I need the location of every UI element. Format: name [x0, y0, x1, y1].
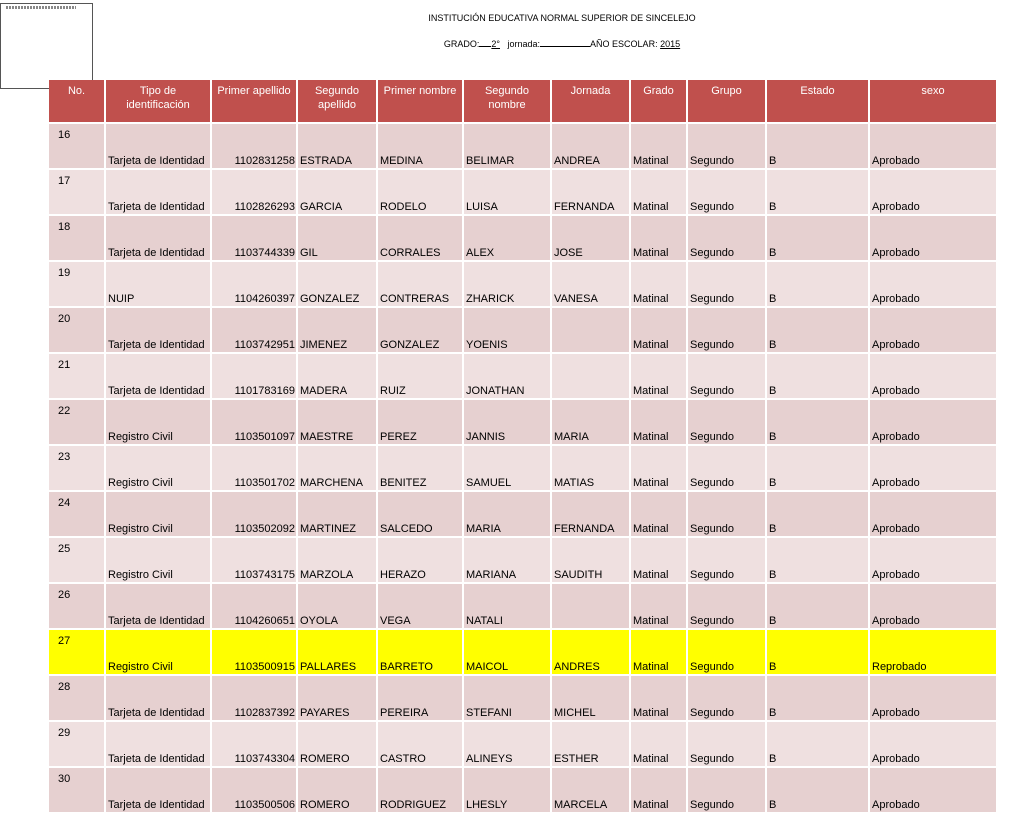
col-header-jornada: Jornada [552, 80, 629, 122]
cell-tipo-identificacion [106, 354, 210, 398]
cell-primer-nombre: BELIMAR [464, 124, 550, 168]
tipo-text: Tarjeta de Identidad [108, 247, 205, 259]
cell-tipo-identificacion [106, 722, 210, 766]
anio-label: AÑO ESCOLAR: [590, 39, 658, 49]
cell-tipo-identificacion [106, 216, 210, 260]
cell-primer-nombre: ALINEYS [464, 722, 550, 766]
cell-grado: Segundo [688, 630, 765, 674]
cell-primer-apellido: GARCIA [298, 170, 376, 214]
cell-primer-apellido: ROMERO [298, 722, 376, 766]
table-row [49, 768, 996, 812]
cell-grado: Segundo [688, 768, 765, 812]
cell-primer-apellido: ROMERO [298, 768, 376, 812]
cell-grupo: B [767, 216, 868, 260]
cell-jornada: Matinal [631, 768, 686, 812]
cell-primer-apellido [212, 170, 296, 214]
cell-no: 27 [49, 630, 104, 674]
cell-primer-apellido [212, 492, 296, 536]
cell-primer-apellido: OYOLA [298, 584, 376, 628]
cell-grupo: B [767, 584, 868, 628]
table-row [49, 630, 996, 674]
cell-estado: Aprobado [870, 492, 996, 536]
cell-primer-apellido [212, 584, 296, 628]
cell-primer-apellido: MARZOLA [298, 538, 376, 582]
cell-segundo-apellido: RODRIGUEZ [378, 768, 462, 812]
cell-grado: Segundo [688, 538, 765, 582]
cell-tipo-identificacion [106, 584, 210, 628]
cell-estado: Aprobado [870, 722, 996, 766]
id-number: 1104260397 [234, 293, 295, 305]
id-number: 1103500506 [234, 799, 295, 811]
table-row [49, 446, 996, 490]
cell-estado: Aprobado [870, 308, 996, 352]
cell-tipo-identificacion [106, 676, 210, 720]
col-header-sexo: sexo [870, 80, 996, 122]
cell-no: 29 [49, 722, 104, 766]
cell-primer-apellido: MARCHENA [298, 446, 376, 490]
cell-grupo: B [767, 722, 868, 766]
anio-value: 2015 [660, 39, 681, 49]
cell-primer-nombre: SAMUEL [464, 446, 550, 490]
cell-estado: Aprobado [870, 262, 996, 306]
id-number: 1103744339 [234, 247, 295, 259]
table-row [49, 676, 996, 720]
cell-jornada: Matinal [631, 630, 686, 674]
cell-jornada: Matinal [631, 262, 686, 306]
cell-tipo-identificacion [106, 308, 210, 352]
cell-jornada: Matinal [631, 538, 686, 582]
cell-segundo-nombre: VANESA [552, 262, 629, 306]
cell-no: 30 [49, 768, 104, 812]
cell-segundo-apellido: SALCEDO [378, 492, 462, 536]
cell-primer-nombre: LUISA [464, 170, 550, 214]
cell-grupo: B [767, 170, 868, 214]
cell-primer-apellido [212, 400, 296, 444]
cell-jornada: Matinal [631, 584, 686, 628]
id-number: 1103742951 [234, 339, 295, 351]
cell-grado: Segundo [688, 216, 765, 260]
cell-grado: Segundo [688, 400, 765, 444]
table-row [49, 262, 996, 306]
cell-grado: Segundo [688, 446, 765, 490]
col-header-no: No. [49, 80, 104, 122]
col-header-estado: Estado [767, 80, 868, 122]
col-header-tipo: Tipo de identificación [106, 80, 210, 122]
cell-segundo-nombre [552, 354, 629, 398]
cell-jornada: Matinal [631, 446, 686, 490]
institution-title: INSTITUCIÓN EDUCATIVA NORMAL SUPERIOR DE SINCELEJO [428, 13, 696, 23]
table-row [49, 492, 996, 536]
jornada-label: jornada: [507, 39, 541, 49]
cell-primer-apellido [212, 262, 296, 306]
cell-primer-apellido: PAYARES [298, 676, 376, 720]
cell-primer-apellido: MAESTRE [298, 400, 376, 444]
cell-grupo: B [767, 354, 868, 398]
tipo-text: Tarjeta de Identidad [108, 615, 205, 627]
cell-no: 17 [49, 170, 104, 214]
cell-primer-apellido: PALLARES [298, 630, 376, 674]
cell-tipo-identificacion [106, 400, 210, 444]
id-number: 1104260651 [234, 615, 295, 627]
cell-primer-apellido: GIL [298, 216, 376, 260]
cell-segundo-apellido: HERAZO [378, 538, 462, 582]
cell-jornada: Matinal [631, 354, 686, 398]
document-subtitle [0, 38, 1024, 49]
id-number: 1102831258 [234, 155, 295, 167]
cell-grupo: B [767, 538, 868, 582]
cell-no: 19 [49, 262, 104, 306]
tipo-text: Tarjeta de Identidad [108, 339, 205, 351]
cell-no: 28 [49, 676, 104, 720]
table-row [49, 124, 996, 168]
cell-no: 20 [49, 308, 104, 352]
cell-segundo-nombre: SAUDITH [552, 538, 629, 582]
cell-segundo-apellido: BENITEZ [378, 446, 462, 490]
cell-tipo-identificacion [106, 446, 210, 490]
id-number: 1103501097 [234, 431, 295, 443]
cell-primer-apellido [212, 538, 296, 582]
cell-primer-nombre: MARIA [464, 492, 550, 536]
cell-no: 24 [49, 492, 104, 536]
cell-estado: Aprobado [870, 584, 996, 628]
cell-grupo: B [767, 400, 868, 444]
cell-primer-apellido: JIMENEZ [298, 308, 376, 352]
table-row [49, 170, 996, 214]
id-number: 1101783169 [234, 385, 295, 397]
cell-jornada: Matinal [631, 492, 686, 536]
cell-segundo-nombre [552, 308, 629, 352]
cell-tipo-identificacion [106, 262, 210, 306]
cell-estado: Aprobado [870, 400, 996, 444]
tipo-text: Registro Civil [108, 431, 173, 443]
cell-grupo: B [767, 676, 868, 720]
cell-segundo-nombre: MATIAS [552, 446, 629, 490]
cell-primer-apellido [212, 354, 296, 398]
cell-jornada: Matinal [631, 124, 686, 168]
cell-tipo-identificacion [106, 768, 210, 812]
cell-primer-apellido: MADERA [298, 354, 376, 398]
cell-segundo-apellido: BARRETO [378, 630, 462, 674]
cell-estado: Aprobado [870, 676, 996, 720]
cell-segundo-apellido: PEREZ [378, 400, 462, 444]
cell-segundo-nombre: MARIA [552, 400, 629, 444]
cell-grado: Segundo [688, 308, 765, 352]
tipo-text: Tarjeta de Identidad [108, 753, 205, 765]
cell-no: 16 [49, 124, 104, 168]
cell-primer-nombre: JONATHAN [464, 354, 550, 398]
cell-estado: Aprobado [870, 538, 996, 582]
col-header-primer-nombre: Primer nombre [378, 80, 462, 122]
id-number: 1103502092 [234, 523, 295, 535]
table-row [49, 354, 996, 398]
table-row [49, 584, 996, 628]
cell-primer-apellido: GONZALEZ [298, 262, 376, 306]
logo-caption-mark [6, 6, 76, 9]
cell-primer-apellido: ESTRADA [298, 124, 376, 168]
students-table [47, 78, 998, 814]
cell-grado: Segundo [688, 676, 765, 720]
cell-jornada: Matinal [631, 170, 686, 214]
cell-grado: Segundo [688, 124, 765, 168]
cell-estado: Aprobado [870, 124, 996, 168]
cell-segundo-nombre: ANDRES [552, 630, 629, 674]
cell-jornada: Matinal [631, 676, 686, 720]
tipo-text: Registro Civil [108, 477, 173, 489]
cell-primer-nombre: ALEX [464, 216, 550, 260]
cell-grado: Segundo [688, 722, 765, 766]
id-number: 1103743304 [234, 753, 295, 765]
id-number: 1103743175 [234, 569, 295, 581]
jornada-blank [540, 38, 590, 47]
cell-primer-apellido [212, 768, 296, 812]
cell-segundo-nombre: FERNANDA [552, 170, 629, 214]
cell-primer-nombre: JANNIS [464, 400, 550, 444]
cell-grupo: B [767, 308, 868, 352]
cell-grupo: B [767, 768, 868, 812]
cell-grupo: B [767, 446, 868, 490]
cell-primer-apellido: MARTINEZ [298, 492, 376, 536]
cell-primer-nombre: YOENIS [464, 308, 550, 352]
cell-grupo: B [767, 492, 868, 536]
cell-estado: Aprobado [870, 216, 996, 260]
id-number: 1103501702 [234, 477, 295, 489]
table-row [49, 308, 996, 352]
cell-grado: Segundo [688, 584, 765, 628]
cell-grado: Segundo [688, 492, 765, 536]
cell-grado: Segundo [688, 262, 765, 306]
cell-tipo-identificacion [106, 538, 210, 582]
cell-segundo-apellido: CASTRO [378, 722, 462, 766]
cell-grupo: B [767, 630, 868, 674]
table-row [49, 216, 996, 260]
tipo-text: Registro Civil [108, 523, 173, 535]
cell-grado: Segundo [688, 354, 765, 398]
cell-primer-apellido [212, 676, 296, 720]
grado-value: 2° [491, 39, 500, 49]
tipo-text: Tarjeta de Identidad [108, 707, 205, 719]
id-number: 1102837392 [234, 707, 295, 719]
cell-segundo-nombre: MARCELA [552, 768, 629, 812]
cell-primer-apellido [212, 216, 296, 260]
cell-primer-nombre: STEFANI [464, 676, 550, 720]
cell-segundo-apellido: MEDINA [378, 124, 462, 168]
cell-jornada: Matinal [631, 400, 686, 444]
col-header-grupo: Grupo [688, 80, 765, 122]
tipo-text: Registro Civil [108, 661, 173, 673]
cell-primer-apellido [212, 722, 296, 766]
cell-primer-apellido [212, 308, 296, 352]
col-header-grado: Grado [631, 80, 686, 122]
col-header-primer-apellido: Primer apellido [212, 80, 296, 122]
cell-tipo-identificacion [106, 124, 210, 168]
cell-no: 22 [49, 400, 104, 444]
cell-jornada: Matinal [631, 308, 686, 352]
id-number: 1102826293 [234, 201, 295, 213]
tipo-text: NUIP [108, 293, 135, 305]
cell-tipo-identificacion [106, 630, 210, 674]
cell-segundo-nombre: ANDREA [552, 124, 629, 168]
cell-estado: Aprobado [870, 354, 996, 398]
tipo-text: Tarjeta de Identidad [108, 155, 205, 167]
cell-grupo: B [767, 262, 868, 306]
cell-primer-apellido [212, 630, 296, 674]
cell-jornada: Matinal [631, 722, 686, 766]
cell-primer-nombre: ZHARICK [464, 262, 550, 306]
cell-no: 18 [49, 216, 104, 260]
cell-jornada: Matinal [631, 216, 686, 260]
cell-primer-nombre: NATALI [464, 584, 550, 628]
table-row [49, 400, 996, 444]
cell-primer-nombre: MARIANA [464, 538, 550, 582]
cell-segundo-apellido: VEGA [378, 584, 462, 628]
cell-grupo: B [767, 124, 868, 168]
tipo-text: Tarjeta de Identidad [108, 799, 205, 811]
tipo-text: Tarjeta de Identidad [108, 201, 205, 213]
tipo-text: Registro Civil [108, 569, 173, 581]
cell-primer-apellido [212, 446, 296, 490]
tipo-text: Tarjeta de Identidad [108, 385, 205, 397]
cell-no: 26 [49, 584, 104, 628]
cell-primer-nombre: MAICOL [464, 630, 550, 674]
cell-primer-nombre: LHESLY [464, 768, 550, 812]
grado-blank [479, 38, 491, 47]
cell-segundo-apellido: GONZALEZ [378, 308, 462, 352]
cell-tipo-identificacion [106, 492, 210, 536]
grado-label: GRADO: [443, 39, 480, 49]
cell-segundo-apellido: RUIZ [378, 354, 462, 398]
logo-underline [0, 88, 46, 89]
cell-segundo-apellido: CONTRERAS [378, 262, 462, 306]
cell-segundo-apellido: RODELO [378, 170, 462, 214]
cell-segundo-nombre [552, 584, 629, 628]
cell-segundo-nombre: ESTHER [552, 722, 629, 766]
cell-estado: Aprobado [870, 768, 996, 812]
cell-segundo-apellido: PEREIRA [378, 676, 462, 720]
cell-estado: Aprobado [870, 446, 996, 490]
cell-grado: Segundo [688, 170, 765, 214]
col-header-segundo-apellido: Segundo apellido [298, 80, 376, 122]
col-header-segundo-nombre: Segundo nombre [464, 80, 550, 122]
cell-no: 23 [49, 446, 104, 490]
cell-segundo-nombre: JOSE [552, 216, 629, 260]
cell-tipo-identificacion [106, 170, 210, 214]
table-header-row [49, 80, 996, 122]
cell-segundo-apellido: CORRALES [378, 216, 462, 260]
table-row [49, 538, 996, 582]
table-row [49, 722, 996, 766]
cell-no: 25 [49, 538, 104, 582]
cell-primer-apellido [212, 124, 296, 168]
cell-no: 21 [49, 354, 104, 398]
cell-estado: Aprobado [870, 170, 996, 214]
cell-estado: Reprobado [870, 630, 996, 674]
cell-segundo-nombre: FERNANDA [552, 492, 629, 536]
id-number: 1103500915 [234, 661, 295, 673]
cell-segundo-nombre: MICHEL [552, 676, 629, 720]
